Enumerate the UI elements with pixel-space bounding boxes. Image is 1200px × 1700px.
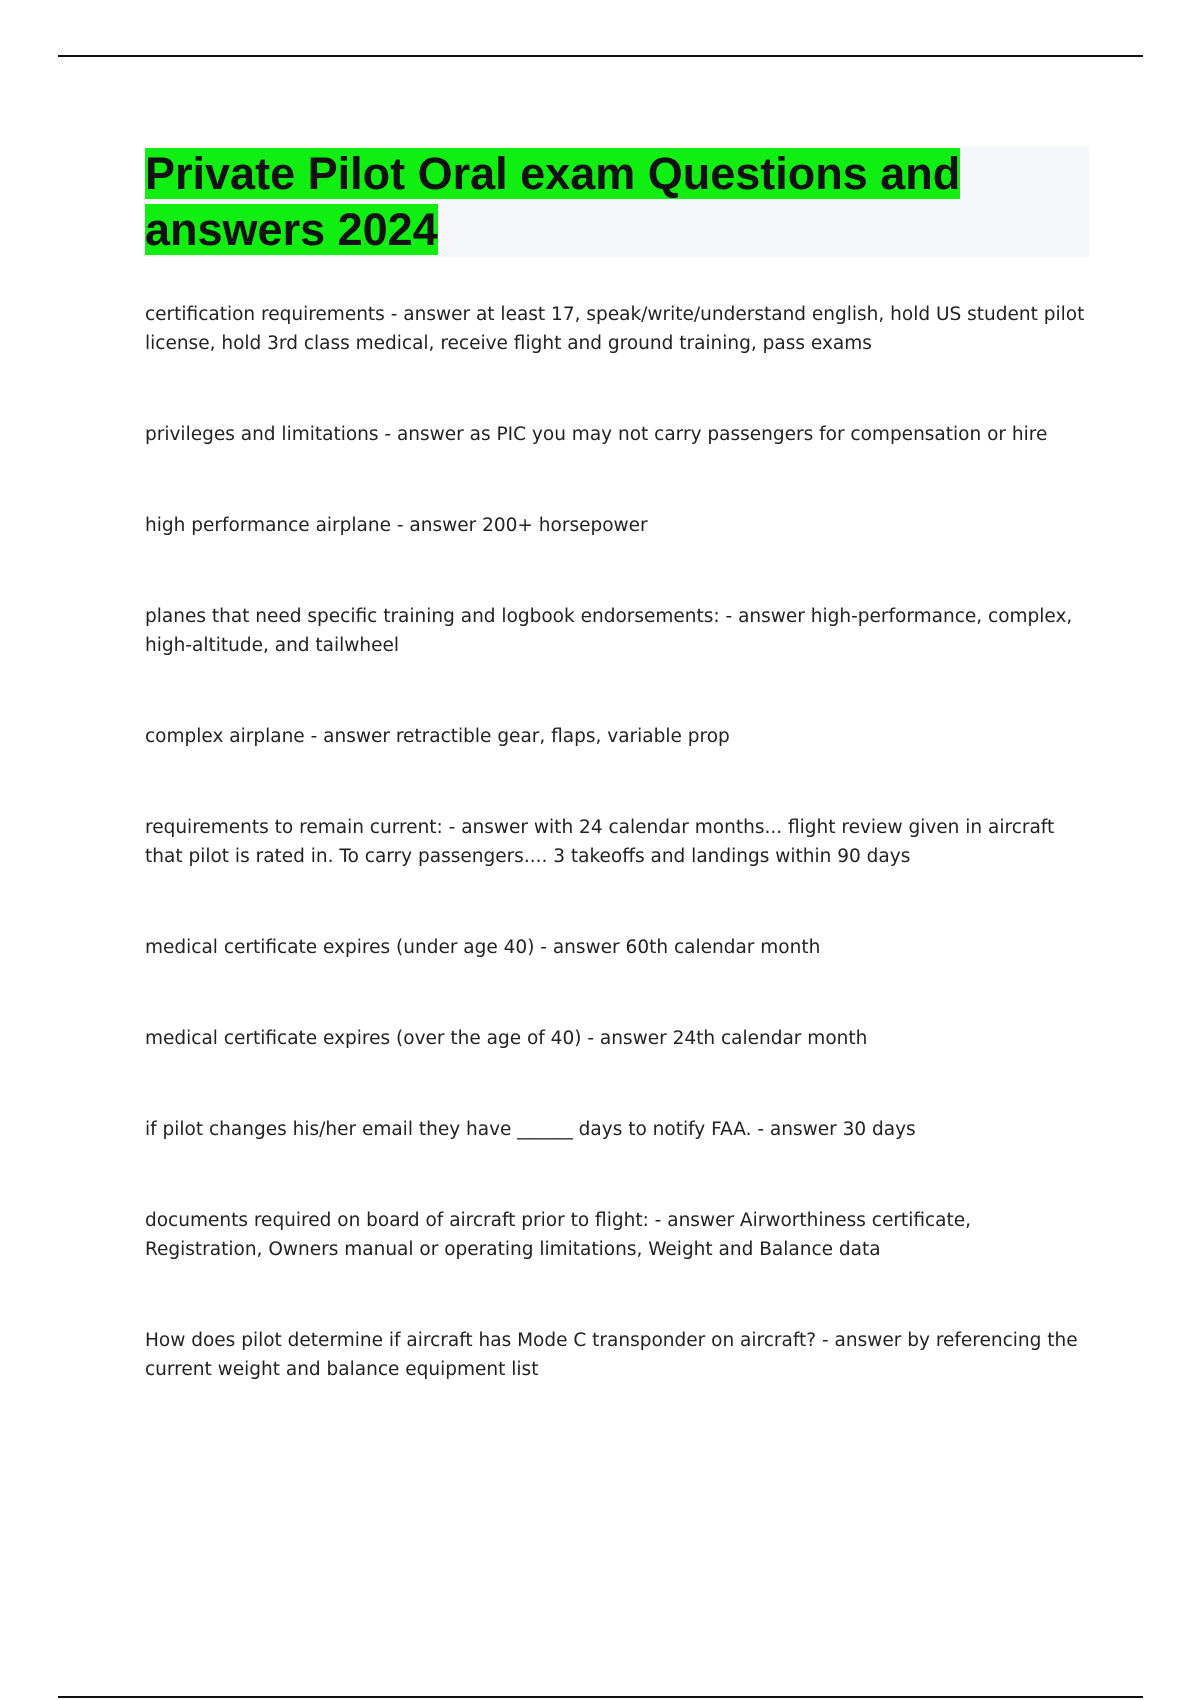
top-rule — [58, 55, 1143, 57]
title-highlight: Private Pilot Oral exam Questions and answers 2024 — [145, 148, 961, 255]
qa-item: documents required on board of aircraft prior to flight: - answer Airworthiness certificate, Registration, Owners manual or operating limitations, Weight and Balance data — [145, 1210, 972, 1260]
qa-item: requirements to remain current: - answer with 24 calendar months... flight review given in aircraft that pilot is rated in. To carry passengers.... 3 takeoffs and landings within 90 days — [145, 817, 1055, 867]
document-title — [145, 146, 1045, 258]
qa-item: if pilot changes his/her email they have ______ days to notify FAA. - answer 30 days — [145, 1119, 916, 1140]
qa-item: certification requirements - answer at least 17, speak/write/understand english, hold US student pilot license, hold 3rd class medical, receive flight and ground training, pass exams — [145, 304, 1085, 354]
qa-item: high performance airplane - answer 200+ horsepower — [145, 515, 648, 536]
qa-item: planes that need specific training and logbook endorsements: - answer high-performance, complex, high-altitude, and tailwheel — [145, 606, 1073, 656]
qa-item: privileges and limitations - answer as PIC you may not carry passengers for compensation or hire — [145, 424, 1048, 445]
bottom-rule — [58, 1696, 1143, 1698]
qa-item: medical certificate expires (under age 40) - answer 60th calendar month — [145, 937, 821, 958]
qa-item: medical certificate expires (over the age of 40) - answer 24th calendar month — [145, 1028, 868, 1049]
qa-item: complex airplane - answer retractible gear, flaps, variable prop — [145, 726, 730, 747]
qa-list — [145, 300, 1085, 1446]
qa-item: How does pilot determine if aircraft has Mode C transponder on aircraft? - answer by referencing the current weight and balance equipment list — [145, 1330, 1078, 1380]
